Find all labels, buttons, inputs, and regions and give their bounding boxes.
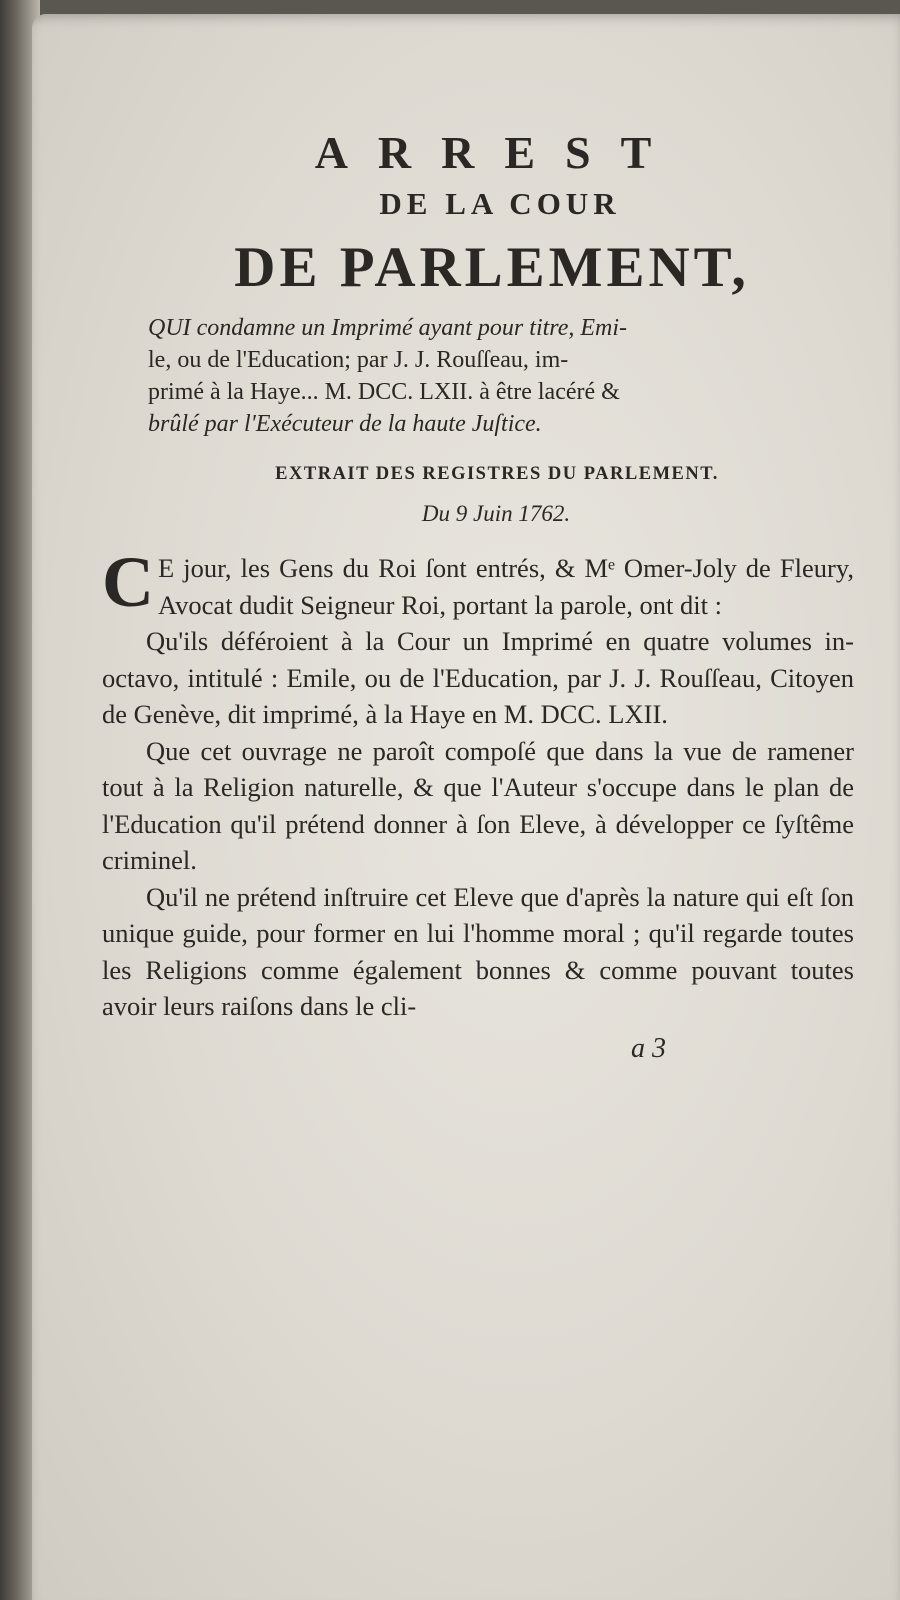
book-page: [32, 14, 900, 1600]
subtitle-line: le, ou de l'Education; par J. J. Rouſſeau, im-: [148, 347, 569, 373]
page-text: [102, 124, 854, 1065]
title-parlement: DE PARLEMENT,: [234, 236, 750, 299]
signature-mark: a 3: [631, 1032, 666, 1064]
subtitle: [148, 312, 854, 440]
subtitle-line: brûlé par l'Exécuteur de la haute Juſtice.: [148, 411, 542, 437]
extrait-heading: EXTRAIT DES REGISTRES DU PARLEMENT.: [275, 464, 719, 484]
paragraph: Que cet ouvrage ne paroît compoſé que dans la vue de ramener tout à la Religion naturelle, & que l'Auteur s'occupe dans le plan de l'Education qu'il prétend donner à ſon Eleve, à développer ce ſyſtême criminel.: [102, 735, 854, 875]
body-text: [102, 542, 854, 1025]
paragraph: Qu'ils déféroient à la Cour un Imprimé en quatre volumes in-octavo, intitulé : Emile, ou de l'Education, par J. J. Rouſſeau, Citoyen de Genève, dit imprimé, à la Haye en M. DCC. LXII.: [102, 626, 854, 729]
drop-capital: C: [102, 542, 154, 622]
title-de-la-cour: DE LA COUR: [379, 186, 621, 221]
paragraph: [102, 542, 854, 623]
title-arrest: ARREST: [314, 127, 682, 178]
subtitle-line: QUI condamne un Imprimé ayant pour titre, Emi-: [148, 315, 628, 341]
subtitle-line: primé à la Haye... M. DCC. LXII. à être lacéré &: [148, 379, 620, 405]
date-line: Du 9 Juin 1762.: [421, 501, 571, 526]
paragraph-text: E jour, les Gens du Roi ſont entrés, & Mᵉ Omer-Joly de Fleury, Avocat dudit Seigneur Roi, portant la parole, ont dit :: [158, 553, 854, 620]
paragraph: Qu'il ne prétend inſtruire cet Eleve que d'après la nature qui eſt ſon unique guide, pour former en lui l'homme moral ; qu'il regarde toutes les Religions comme également bonnes & comme pouvant toutes avoir leurs raiſons dans le cli-: [102, 881, 854, 1021]
